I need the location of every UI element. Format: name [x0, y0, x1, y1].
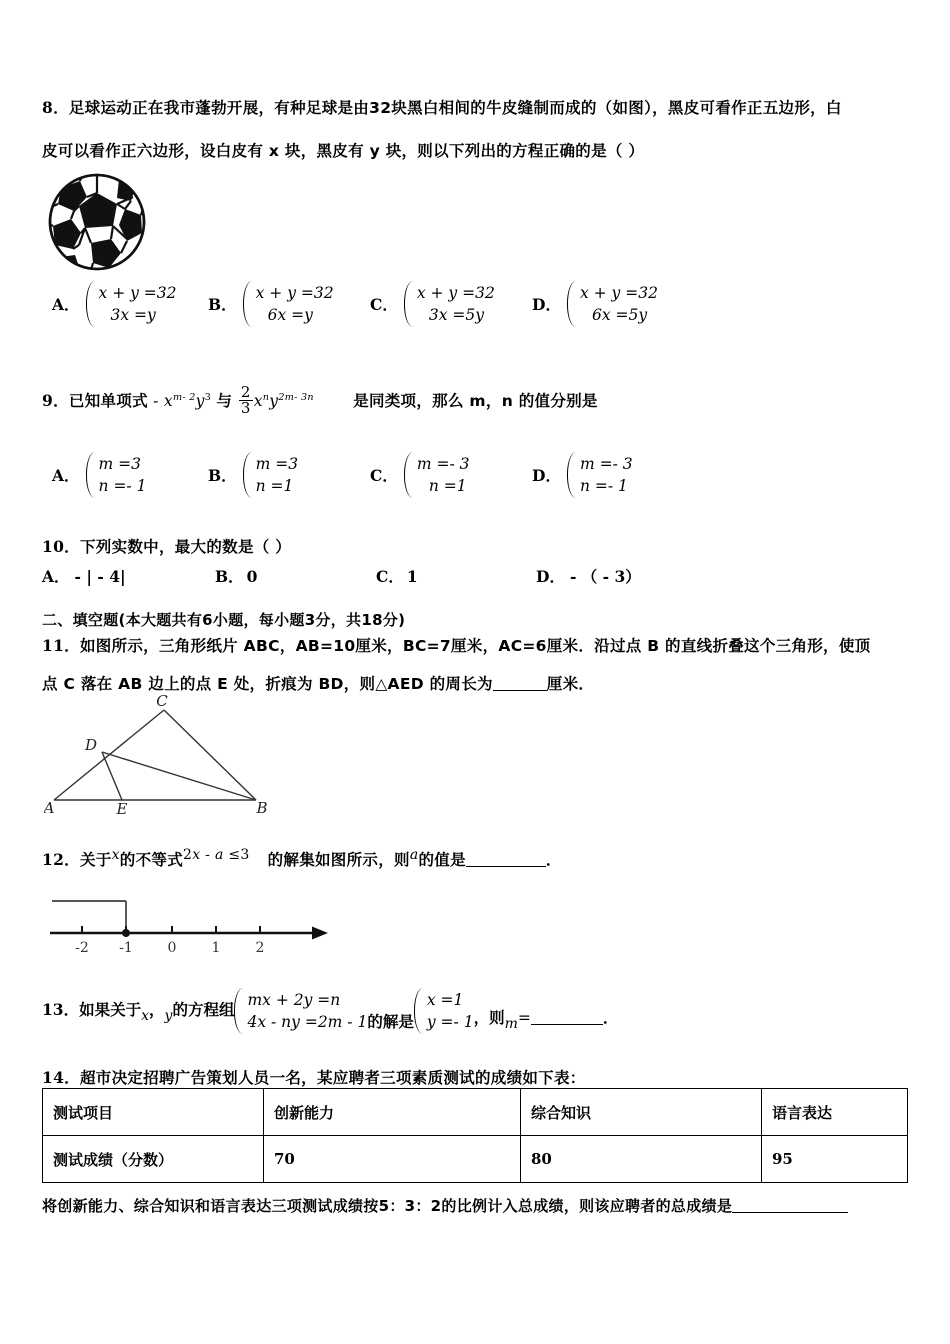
- q9-option-b-eq2: n =1: [255, 477, 294, 495]
- q13-system-2: [414, 988, 474, 1034]
- q8-option-c[interactable]: [370, 281, 495, 327]
- q12-part1: 关于: [79, 851, 112, 869]
- q8-option-c-label: C．: [370, 295, 398, 314]
- q10-option-a[interactable]: [42, 565, 126, 587]
- q8-option-d-label: D．: [532, 295, 561, 314]
- q11-answer-blank[interactable]: [493, 675, 547, 692]
- q8-option-d-eq2: 6x =5y: [591, 306, 648, 324]
- q8-line1: 足球运动正在我市蓬勃开展，有种足球是由32块黑白相间的牛皮缝制而成的（如图），黑皮可看作正五边形，白: [68, 99, 842, 117]
- brace-left-icon: [414, 988, 424, 1034]
- question-10-text: 10．下列实数中，最大的数是（ ）: [42, 537, 292, 556]
- soccer-ball-figure: [47, 171, 147, 273]
- q8-line2: 皮可以看作正六边形，设白皮有 x 块，黑皮有 y 块，则以下列出的方程正确的是（ ）: [42, 142, 645, 160]
- question-12-text: 12．关于x的不等式2x - a ≤3 的解集如图所示，则a的值是 ．: [42, 847, 562, 869]
- svg-text:-1: -1: [119, 940, 133, 956]
- q9-option-a-system: [86, 452, 147, 498]
- q9-middle: 与: [216, 392, 233, 411]
- q12-part2: 的不等式: [119, 851, 183, 869]
- q9-option-d-eq1: m =- 3: [579, 455, 633, 473]
- svg-text:-2: -2: [75, 940, 89, 956]
- q8-line2-wrap: [42, 131, 922, 171]
- q14-number: 14: [42, 1068, 65, 1087]
- brace-left-icon: [404, 452, 414, 498]
- q10-option-c-label: C．: [376, 567, 404, 586]
- q12-part4: 的值是: [418, 851, 466, 869]
- svg-text:A: A: [44, 799, 55, 814]
- soccer-ball-icon: [47, 171, 147, 273]
- q9-option-c-system: [404, 452, 470, 498]
- q9-option-a-eq2: n =- 1: [98, 477, 147, 495]
- q11-number: 11: [42, 636, 65, 655]
- q8-option-a-eq2: 3x =y: [110, 306, 156, 324]
- q12-inequality: 2x - a ≤3: [183, 847, 250, 863]
- q8-option-b-eq1: x + y =32: [255, 284, 334, 302]
- q13-lead: 13．如果关于x，y的方程组: [42, 1000, 235, 1024]
- q9-number: 9: [42, 391, 54, 411]
- q9-option-c-eq2: n =1: [428, 477, 467, 495]
- q8-option-a-eq1: x + y =32: [98, 284, 177, 302]
- q13-var1: x: [141, 1008, 150, 1024]
- q10-option-d-value: - （ - 3）: [569, 567, 641, 586]
- q12-number: 12: [42, 850, 65, 869]
- q9-option-d-system: [567, 452, 633, 498]
- q12-variable: x: [111, 847, 120, 863]
- q9-option-d[interactable]: [532, 452, 633, 498]
- brace-left-icon: [86, 452, 96, 498]
- triangle-fold-diagram-icon: [44, 692, 304, 814]
- svg-text:0: 0: [167, 940, 177, 956]
- q12-answer-blank[interactable]: [466, 851, 546, 868]
- q13-comma: ，: [149, 1001, 165, 1019]
- brace-left-icon: [86, 281, 96, 327]
- q9-option-c-label: C．: [370, 466, 398, 485]
- q14-stem: 超市决定招聘广告策划人员一名，某应聘者三项素质测试的成绩如下表：: [79, 1069, 586, 1087]
- question-14-text: 14．超市决定招聘广告策划人员一名，某应聘者三项素质测试的成绩如下表：: [42, 1068, 586, 1087]
- q9-option-a[interactable]: [52, 452, 146, 498]
- q9-option-c-eq1: m =- 3: [416, 455, 470, 473]
- table-cell-header-knowledge: 综合知识: [521, 1089, 762, 1136]
- q10-option-b[interactable]: [215, 565, 257, 587]
- brace-left-icon: [404, 281, 414, 327]
- q13-number: 13: [42, 1000, 64, 1019]
- q14-answer-blank[interactable]: [732, 1197, 848, 1213]
- question-11-text: 11．如图所示，三角形纸片 ABC，AB=10厘米，BC=7厘米，AC=6厘米．沿过点 B 的直线折叠这个三角形，使顶: [42, 636, 871, 655]
- q9-prefix: 已知单项式: [68, 392, 148, 411]
- q12-part3: 的解集如图所示，则: [267, 851, 410, 869]
- q9-option-a-label: A．: [52, 466, 80, 485]
- q11-triangle-figure: [44, 692, 304, 814]
- q14-footer: 将创新能力、综合知识和语言表达三项测试成绩按5：3：2的比例计入总成绩，则该应聘者的总成绩是: [42, 1197, 733, 1215]
- table-cell-header-item: 测试项目: [43, 1089, 264, 1136]
- q12-number-line-figure: [44, 888, 334, 960]
- question-9-text: 9．已知单项式 - $x^{m- 2}y^3$ 与 $\frac{2}{3}$ $x^ny^{2m- 3n}$ 是同类项，那么 m，n 的值分别是: [42, 382, 598, 417]
- q12-suffix: ．: [545, 851, 562, 869]
- svg-text:C: C: [156, 692, 168, 710]
- q13-tail: [474, 1006, 619, 1034]
- fraction-two-thirds: $\frac{2}{3}$: [240, 382, 251, 417]
- q8-option-c-eq2: 3x =5y: [428, 306, 484, 324]
- q8-option-a-label: A．: [52, 295, 80, 314]
- table-row: [43, 1136, 908, 1183]
- q11-line1: 如图所示，三角形纸片 ABC，AB=10厘米，BC=7厘米，AC=6厘米．沿过点 B 的直线折叠这个三角形，使顶: [79, 637, 871, 655]
- q13-suffix: ．: [602, 1009, 619, 1027]
- q13-part3: 的解是: [367, 1013, 414, 1031]
- q9-option-a-eq1: m =3: [98, 455, 142, 473]
- q8-number: 8．: [42, 98, 69, 117]
- brace-left-icon: [234, 988, 244, 1034]
- q12-param: a: [409, 847, 419, 863]
- table-cell-label-score: 测试成绩（分数）: [43, 1136, 264, 1183]
- brace-left-icon: [567, 281, 577, 327]
- q10-option-a-value: - | - 4|: [74, 567, 126, 586]
- q8-option-a-system: [86, 281, 177, 327]
- q9-option-c[interactable]: [370, 452, 469, 498]
- svg-text:D: D: [84, 736, 98, 754]
- q10-stem: 下列实数中，最大的数是（ ）: [79, 538, 292, 556]
- q10-option-d[interactable]: [536, 565, 641, 587]
- q10-option-b-label: B．: [215, 567, 244, 586]
- q8-option-b-label: B．: [208, 295, 237, 314]
- q13-sys2-row1: x =1: [426, 991, 464, 1009]
- table-cell-header-innovation: 创新能力: [264, 1089, 521, 1136]
- q13-param: m: [504, 1016, 518, 1032]
- svg-text:E: E: [116, 800, 128, 814]
- q9-option-d-label: D．: [532, 466, 561, 485]
- q14-score-table: [42, 1088, 908, 1183]
- section-2-heading: 二、填空题(本大题共有6小题，每小题3分，共18分): [42, 611, 406, 629]
- brace-left-icon: [243, 452, 253, 498]
- q9-option-b-eq1: m =3: [255, 455, 299, 473]
- q9-option-b[interactable]: [208, 452, 298, 498]
- table-row: [43, 1089, 908, 1136]
- table-cell-score-knowledge: 80: [521, 1136, 762, 1183]
- q13-sys2-row2: y =- 1: [426, 1013, 474, 1031]
- q13-sys1-row1: mx + 2y =n: [247, 991, 341, 1009]
- q10-number: 10: [42, 537, 65, 556]
- q13-var2: y: [164, 1008, 173, 1024]
- q8-option-b-system: [243, 281, 334, 327]
- q11-line2: 点 C 落在 AB 边上的点 E 处，折痕为 BD，则△AED 的周长为: [42, 675, 493, 693]
- table-cell-score-expression: 95: [762, 1136, 908, 1183]
- q13-sys1-row2: 4x - ny =2m - 1: [247, 1013, 368, 1031]
- q9-option-b-system: [243, 452, 298, 498]
- question-13-text: [42, 988, 618, 1034]
- svg-text:2: 2: [255, 940, 265, 956]
- q9-suffix: 是同类项，那么 m，n 的值分别是: [353, 392, 598, 411]
- q8-option-b[interactable]: [208, 281, 334, 327]
- q8-option-c-system: [404, 281, 495, 327]
- question-8-text: [42, 88, 922, 128]
- q8-option-b-eq2: 6x =y: [267, 306, 313, 324]
- svg-text:B: B: [256, 799, 268, 814]
- q9-option-d-eq2: n =- 1: [579, 477, 628, 495]
- q10-option-d-label: D．: [536, 567, 565, 586]
- q8-option-d[interactable]: [532, 281, 658, 327]
- q9-monomial-1: - $x^{m- 2}y^3$: [147, 392, 212, 411]
- q10-option-c[interactable]: [376, 565, 418, 587]
- svg-text:1: 1: [211, 940, 221, 956]
- q13-system-1: [234, 988, 367, 1034]
- q13-answer-blank[interactable]: [531, 1009, 603, 1026]
- q13-part1: 如果关于: [79, 1001, 142, 1019]
- q10-option-c-value: 1: [406, 567, 418, 586]
- q10-option-a-label: A．: [42, 567, 70, 586]
- brace-left-icon: [567, 452, 577, 498]
- q9-option-b-label: B．: [208, 466, 237, 485]
- q8-option-d-system: [567, 281, 658, 327]
- brace-left-icon: [243, 281, 253, 327]
- q10-option-b-value: 0: [246, 567, 258, 586]
- q8-option-c-eq1: x + y =32: [416, 284, 495, 302]
- q8-option-a[interactable]: [52, 281, 177, 327]
- table-cell-header-expression: 语言表达: [762, 1089, 908, 1136]
- q9-monomial-2: $\frac{2}{3}$ $x^ny^{2m- 3n}$: [240, 382, 314, 417]
- q8-option-d-eq1: x + y =32: [579, 284, 658, 302]
- q13-part2: 的方程组: [172, 1001, 235, 1019]
- number-line-icon: [44, 888, 334, 960]
- q11-line2-unit: 厘米．: [546, 675, 595, 693]
- table-cell-score-innovation: 70: [264, 1136, 521, 1183]
- q13-equals: =: [517, 1009, 531, 1027]
- q14-footer-wrap: [42, 1186, 848, 1226]
- q13-part4: ，则: [473, 1009, 505, 1027]
